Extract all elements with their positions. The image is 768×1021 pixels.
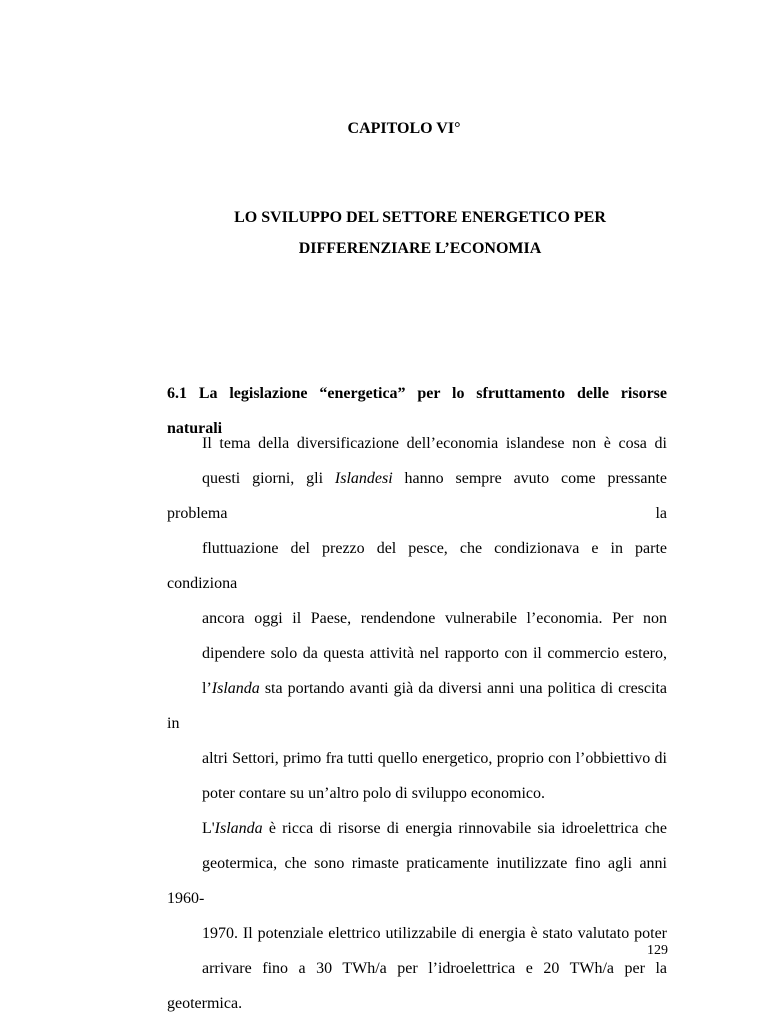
- section-heading-line-1: 6.1 La legislazione “energetica” per lo sfruttamento delle risorse: [167, 385, 667, 402]
- chapter-number: CAPITOLO VI°: [347, 120, 461, 137]
- text-line: dipendere solo da questa attività nel rapporto con il commercio estero,: [202, 645, 667, 662]
- section-heading-line-2: naturali: [167, 420, 223, 437]
- text-line: ancora oggi il Paese, rendendone vulnerabile l’economia. Per non: [202, 610, 667, 627]
- text-line: altri Settori, primo fra tutti quello energetico, proprio con l’obbiettivo di: [202, 750, 667, 767]
- text-line: questi giorni, gli Islandesi hanno sempre avuto come pressante problema la: [167, 470, 668, 522]
- text-line: l’Islanda sta portando avanti già da diversi anni una politica di crescita in: [167, 680, 667, 732]
- italic-term: Islandesi: [334, 470, 393, 487]
- text-line: poter contare su un’altro polo di sviluppo economico.: [202, 785, 546, 802]
- text-line: geotermica, che sono rimaste praticamente inutilizzate fino agli anni 1960-: [167, 855, 667, 907]
- text-line: L'Islanda è ricca di risorse di energia rinnovabile sia idroelettrica che: [202, 820, 667, 837]
- italic-term: Islanda: [214, 820, 263, 837]
- italic-term: Islanda: [211, 680, 260, 697]
- chapter-title: [160, 202, 680, 264]
- text-line: fluttuazione del prezzo del pesce, che condizionava e in parte condiziona: [167, 540, 667, 592]
- paragraph: [167, 426, 667, 811]
- text-line: arrivare fino a 30 TWh/a per l’idroelettrica e 20 TWh/a per la geotermica.: [167, 960, 667, 1012]
- paragraph: [167, 811, 667, 1021]
- chapter-title-line-1: LO SVILUPPO DEL SETTORE ENERGETICO PER: [234, 209, 606, 226]
- text-line: Il tema della diversificazione dell’economia islandese non è cosa di: [202, 435, 667, 452]
- text-line: 1970. Il potenziale elettrico utilizzabile di energia è stato valutato poter: [202, 925, 667, 942]
- chapter-title-line-2: DIFFERENZIARE L’ECONOMIA: [298, 240, 542, 257]
- page-number: 129: [647, 943, 668, 958]
- body-text: [167, 426, 667, 1021]
